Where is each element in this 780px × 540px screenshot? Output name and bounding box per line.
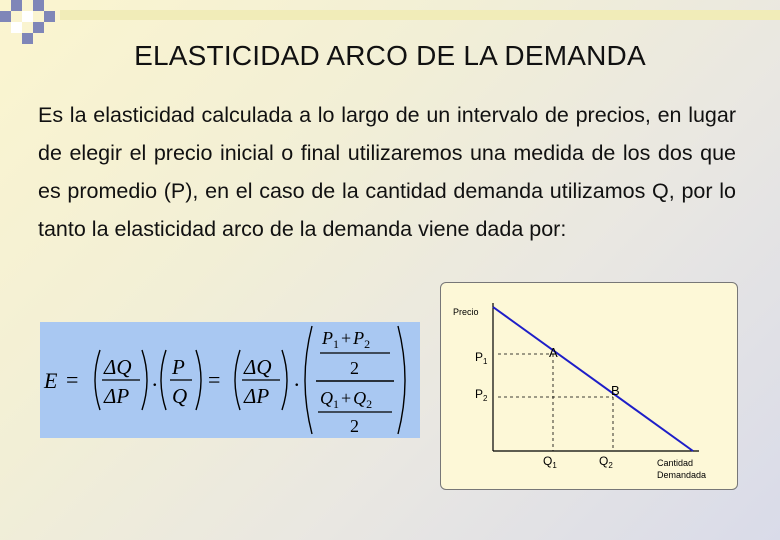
q2-label (599, 454, 613, 470)
corner-square (44, 11, 55, 22)
formula-dp: ΔP (104, 384, 130, 408)
average-quantity-sum (320, 388, 372, 411)
formula-dq: ΔQ (104, 355, 132, 379)
q2-letter: Q (599, 454, 609, 468)
sub-1: 1 (333, 397, 339, 411)
p1-symbol: P (322, 328, 333, 348)
corner-square (0, 11, 11, 22)
y-axis-label: Precio (453, 307, 479, 317)
q1-sub: 1 (552, 461, 557, 470)
formula-q: Q (172, 384, 188, 408)
formula-dq: ΔQ (244, 355, 272, 379)
slide-title: ELASTICIDAD ARCO DE LA DEMANDA (134, 40, 646, 71)
formula-equals: = (66, 367, 79, 392)
corner-square (11, 22, 22, 33)
p2-letter: P (475, 387, 484, 401)
q2-sub: 2 (608, 461, 613, 470)
point-a-label: A (549, 345, 558, 360)
point-b-label: B (611, 383, 620, 398)
denominator-two: 2 (350, 416, 359, 436)
formula-dp: ΔP (244, 384, 270, 408)
paren-right-large (398, 326, 405, 434)
q1-label (543, 454, 557, 470)
body-paragraph: Es la elasticidad calculada a lo largo de un intervalo de precios, en lugar de elegir el precio inicial o final utilizaremos una medida de los dos que es promedio (P), en el caso de la cantidad demanda utilizamos Q, por lo tanto la elasticidad arco de la demanda viene dada por: (38, 103, 736, 241)
formula-svg (40, 322, 420, 438)
sub-2: 2 (364, 337, 371, 351)
corner-square (11, 0, 22, 11)
paren-right (142, 350, 147, 410)
paren-left (235, 350, 240, 410)
paren-right (282, 350, 287, 410)
q1-symbol: Q (320, 388, 333, 408)
demand-curve-graph (440, 282, 738, 490)
graph-svg (441, 283, 739, 491)
sub-1: 1 (333, 337, 339, 351)
p1-letter: P (475, 350, 484, 364)
corner-square (33, 0, 44, 11)
p2-label (475, 387, 488, 403)
formula-p: P (172, 355, 185, 379)
p2-sub: 2 (483, 394, 488, 403)
formula-equals: = (208, 367, 221, 392)
p1-sub: 1 (483, 357, 488, 366)
p1-label (475, 350, 488, 366)
paren-left-large (305, 326, 312, 434)
sub-2: 2 (366, 397, 373, 411)
p2-symbol: P (353, 328, 365, 348)
plus-sign: + (341, 388, 352, 408)
denominator-two: 2 (350, 358, 359, 378)
corner-square (33, 22, 44, 33)
corner-square (22, 11, 33, 22)
formula-dot: . (294, 366, 300, 391)
average-price-sum (321, 328, 370, 351)
paren-left (95, 350, 100, 410)
q2-symbol: Q (353, 388, 367, 408)
formula-dot: . (152, 366, 158, 391)
arc-elasticity-formula (40, 322, 420, 438)
plus-sign: + (341, 328, 352, 348)
top-band (60, 10, 780, 20)
formula-lhs: E (44, 368, 58, 393)
x-axis-label-line2: Demandada (657, 470, 707, 480)
paren-right (196, 350, 201, 410)
demand-line (493, 307, 693, 451)
x-axis-label-line1: Cantidad (657, 458, 694, 468)
q1-letter: Q (543, 454, 553, 468)
paren-left (161, 350, 166, 410)
